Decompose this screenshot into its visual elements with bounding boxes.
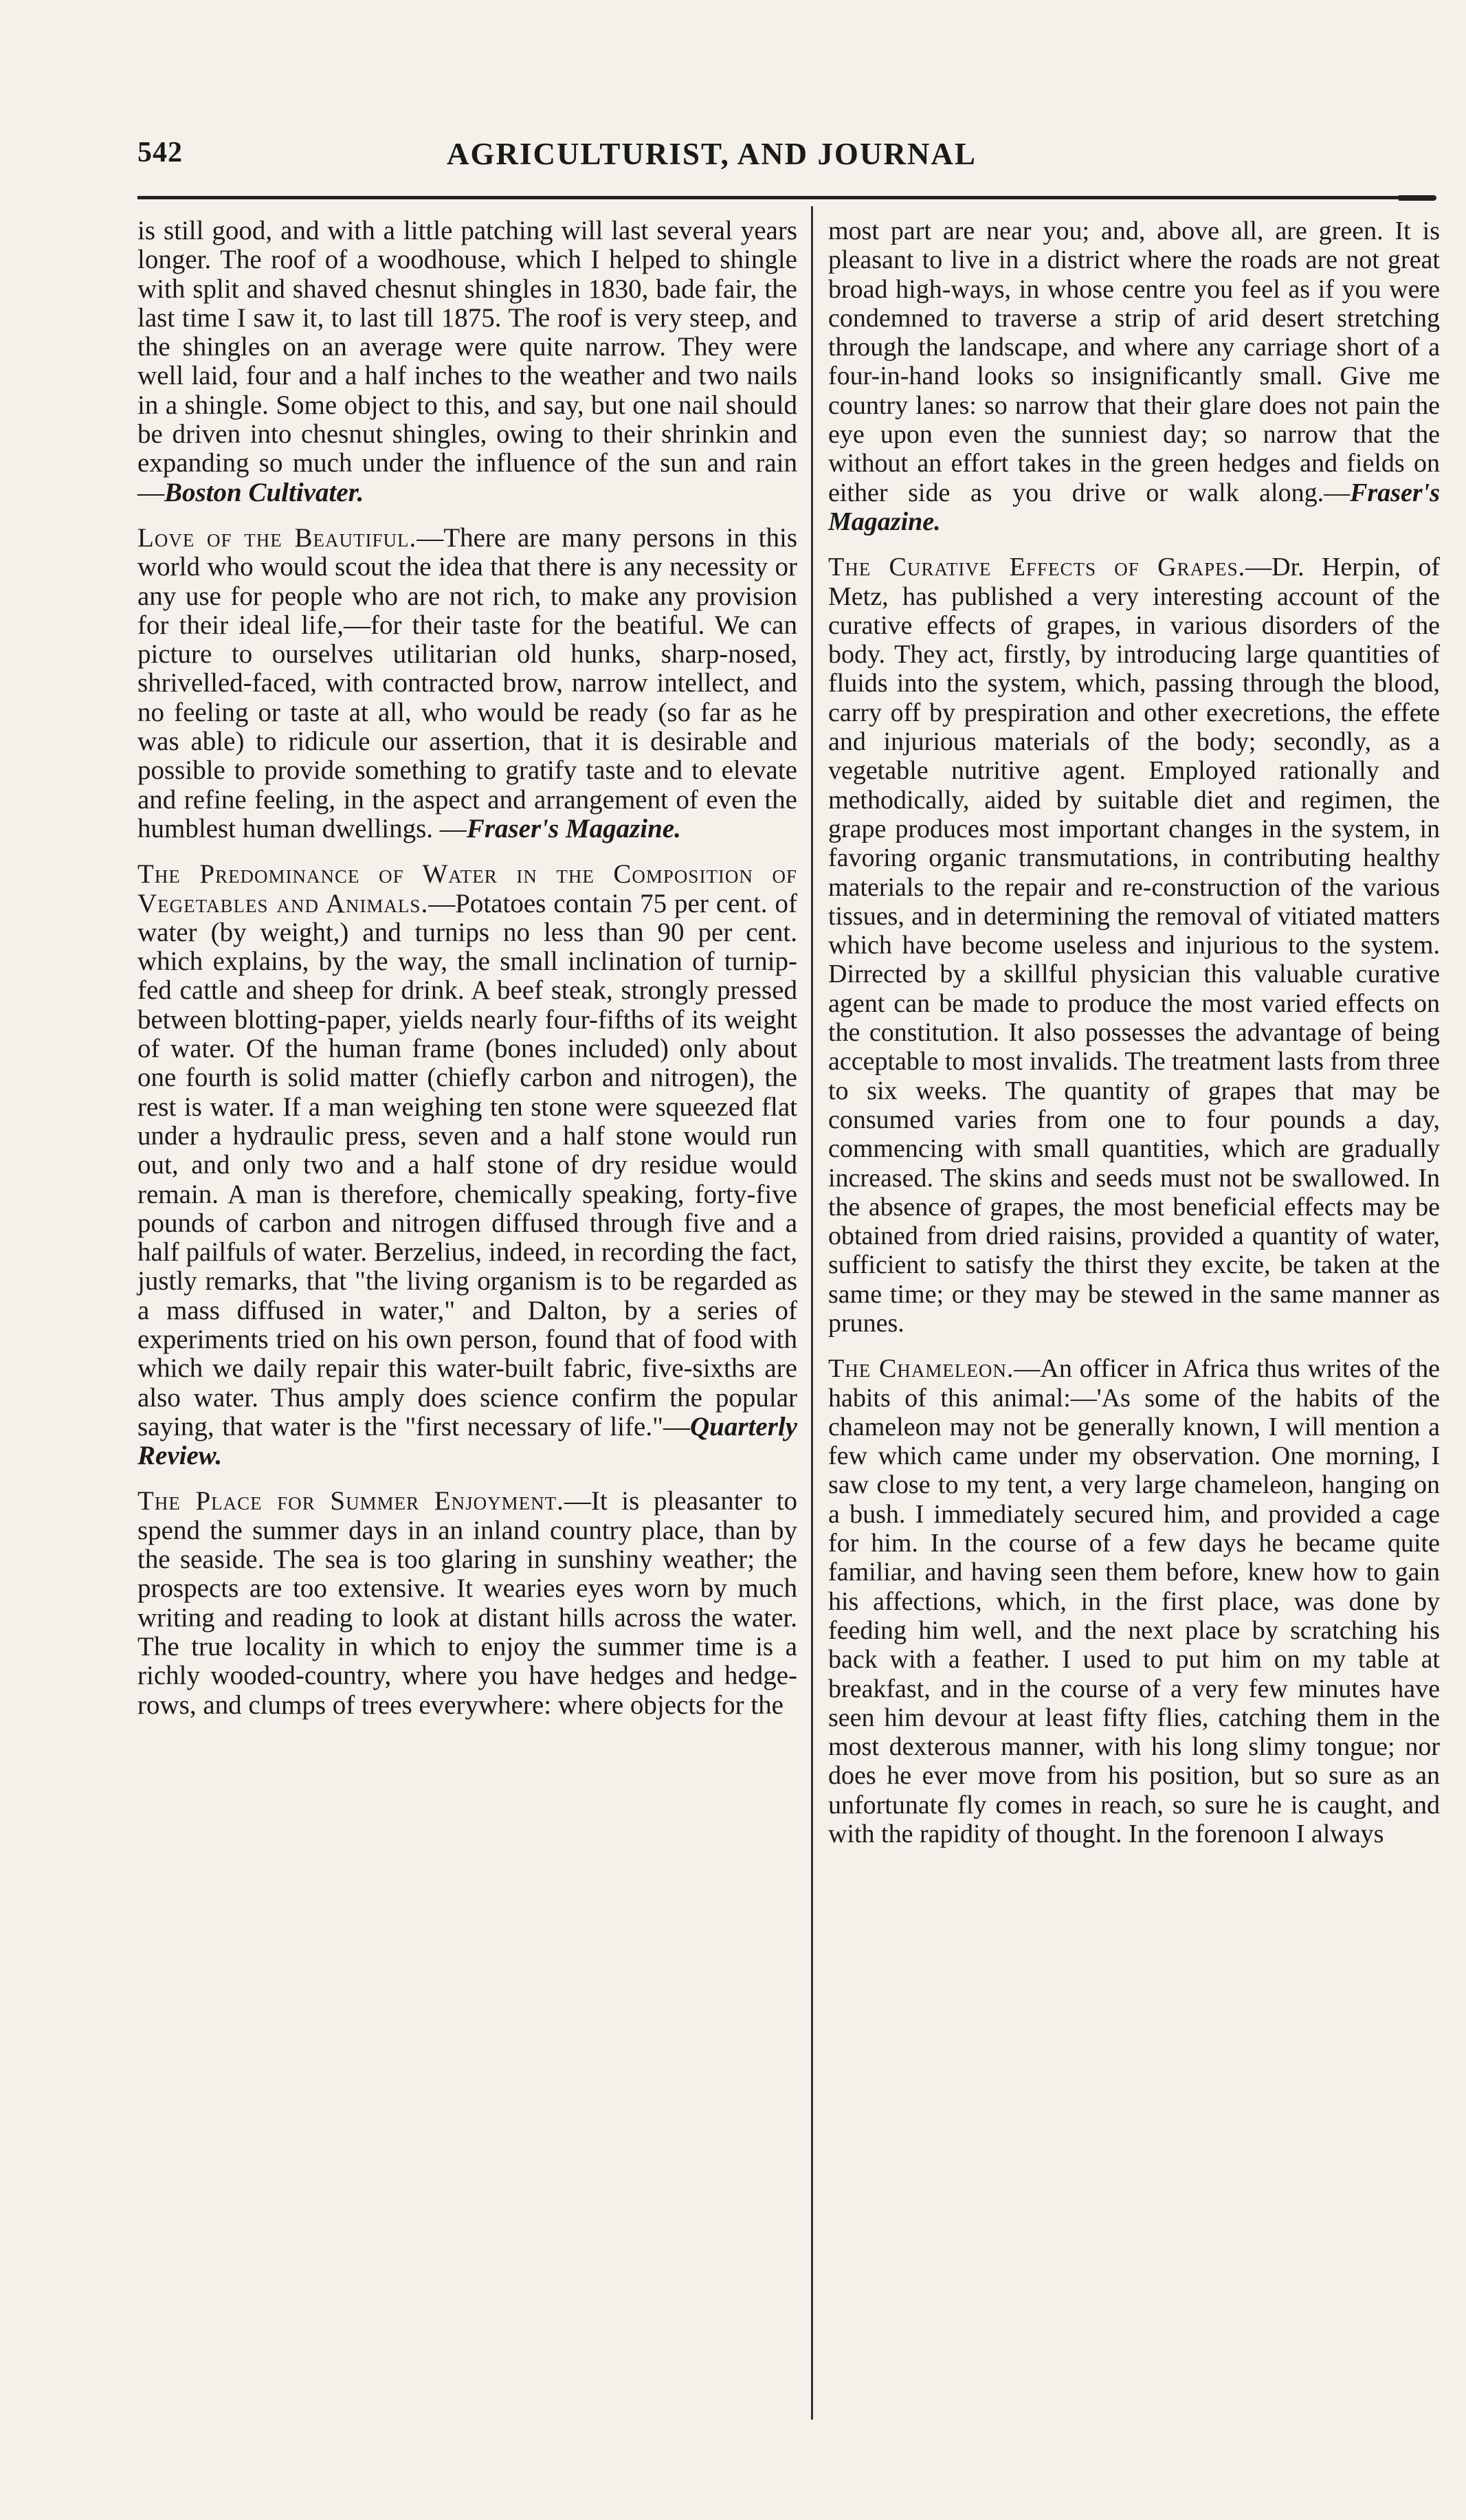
- page-header: [137, 136, 1433, 184]
- page-number: 542: [137, 137, 183, 168]
- running-title: AGRICULTURIST, AND JOURNAL: [447, 137, 977, 171]
- header-rule: [137, 196, 1423, 199]
- article-source: Fraser's Magazine.: [828, 478, 1440, 536]
- article-source: Fraser's Magazine.: [466, 813, 681, 843]
- article-grapes: [828, 553, 1440, 1338]
- article-body: is still good, and with a little patching will last several years longer. The roof of a woodhouse, which I helped to shingle with split and shaved chesnut shingles in 1830, bade fair, the last time I saw it, to last till 1875. The roof is very steep, and the shingles on an average were quite narrow. They were well laid, four and a half inches to the weather and two nails in a shingle. Some object to this, and say, but one nail should be driven into chesnut shingles, owing to their shrinkin and expanding so much under the influence of the sun and rain —: [137, 216, 797, 507]
- article-title: The Place for Summer Enjoyment.: [137, 1486, 564, 1516]
- article-title: The Curative Effects of Grapes.: [828, 553, 1246, 582]
- right-column: [828, 217, 1440, 1865]
- article-title: Love of the Beautiful.: [137, 522, 417, 553]
- article-summer: [137, 1487, 797, 1719]
- article-source: Quarterly Review.: [137, 1411, 797, 1471]
- article-body: —Dr. Herpin, of Metz, has published a very interesting account of the curative effects of grapes, in various disorders of the body. They act, firstly, by introducing large quantities of fluids into the system, which, passing through the blood, carry off by prespiration and other execretions, the effete and injurious materials of the body; secondly, as a vegetable nutritive agent. Employed rationally and methodically, aided by suitable diet and regimen, the grape produces most important changes in the system, in favoring organic transmutations, in contributing healthy materials to the repair and re-construction of the various tissues, and in determining the removal of vitiated matters which have become useless and injurious to the system. Dirrected by a skillful physician this valuable curative agent can be made to produce the most varied effects on the constitution. It also possesses the advantage of being acceptable to most invalids. The treatment lasts from three to six weeks. The quantity of grapes that may be consumed varies from one to four pounds a day, commencing with small quantities, which are gradually increased. The skins and seeds must not be swallowed. In the absence of grapes, the most beneficial effects may be obtained from dried raisins, provided a quantity of water, sufficient to satisfy the thirst they excite, be taken at the same time; or they may be stewed in the same manner as prunes.: [828, 553, 1440, 1338]
- article-title: The Chameleon.: [828, 1354, 1014, 1384]
- article-body: —There are many persons in this world who would scout the idea that there is any necessity or any use for people who are not rich, to make any provision for their ideal life,—for their taste for the beatiful. We can picture to ourselves utilitarian old hunks, sharp-nosed, shrivelled-faced, with contracted brow, narrow intellect, and no feeling or taste at all, who would be ready (so far as he was able) to ridicule our assertion, that it is desirable and possible to provide something to gratify taste and to elevate and refine feeling, in the aspect and arrangement of even the humblest human dwellings. —: [137, 522, 797, 843]
- article-shingles: [137, 217, 797, 507]
- article-body: most part are near you; and, above all, are green. It is pleasant to live in a district where the roads are not great broad high-ways, in whose centre you feel as if you were condemned to traverse a strip of arid desert stretching through the landscape, and where any carriage short of a four-in-hand looks so insignificantly small. Give me country lanes: so narrow that their glare does not pain the eye upon even the sunniest day; so narrow that the without an effort takes in the green hedges and fields on either side as you drive or walk along.—: [828, 217, 1440, 507]
- article-body: —It is pleasanter to spend the summer days in an inland country place, than by the seaside. The sea is too glaring in sunshiny weather; the prospects are too extensive. It wearies eyes worn by much writing and reading to look at distant hills across the water. The true locality in which to enjoy the summer time is a richly wooded-country, where you have hedges and hedge-rows, and clumps of trees everywhere: where objects for the: [137, 1486, 797, 1720]
- article-body: —An officer in Africa thus writes of the habits of this animal:—'As some of the habits of the chameleon may not be generally known, I will mention a few which came under my observation. One morning, I saw close to my tent, a very large chameleon, hanging on a bush. I immediately secured him, and provided a cage for him. In the course of a few days he became quite familiar, and having seen them before, knew how to gain his affections, which, in the first place, was done by feeding him well, and the next place by scratching his back with a feather. I used to put him on my table at breakfast, and in the course of a very few minutes have seen him devour at least fifty flies, catching them in the most dexterous manner, with his long slimy tongue; nor does he ever move from his position, but so sure as an unfortunate fly comes in reach, so sure he is caught, and with the rapidity of thought. In the forenoon I always: [828, 1354, 1440, 1849]
- header-rule-end: [1399, 195, 1436, 201]
- article-summer-cont: [828, 217, 1440, 536]
- column-divider: [811, 206, 813, 2420]
- article-title: The Predominance of Water in the Composition of Vegetables and Animals.: [137, 859, 797, 918]
- article-water: [137, 860, 797, 1470]
- article-love-of-beautiful: [137, 524, 797, 843]
- article-source: Boston Cultivater.: [164, 477, 364, 507]
- left-column: [137, 217, 797, 1736]
- article-body: —Potatoes contain 75 per cent. of water (by weight,) and turnips no less than 90 per cent. which explains, by the way, the small inclination of turnip-fed cattle and sheep for drink. A beef steak, strongly pressed between blotting-paper, yields nearly four-fifths of its weight of water. Of the human frame (bones included) only about one fourth is solid matter (chiefly carbon and nitrogen), the rest is water. If a man weighing ten stone were squeezed flat under a hydraulic press, seven and a half stone would run out, and only two and a half stone of dry residue would remain. A man is therefore, chemically speaking, forty-five pounds of carbon and nitrogen diffused through five and a half pailfuls of water. Berzelius, indeed, in recording the fact, justly remarks, that "the living organism is to be regarded as a mass diffused in water," and Dalton, by a series of experiments tried on his own person, found that of food with which we daily repair this water-built fabric, five-sixths are also water. Thus amply does science confirm the popular saying, that water is the "first necessary of life."—: [137, 888, 797, 1441]
- article-chameleon: [828, 1354, 1440, 1848]
